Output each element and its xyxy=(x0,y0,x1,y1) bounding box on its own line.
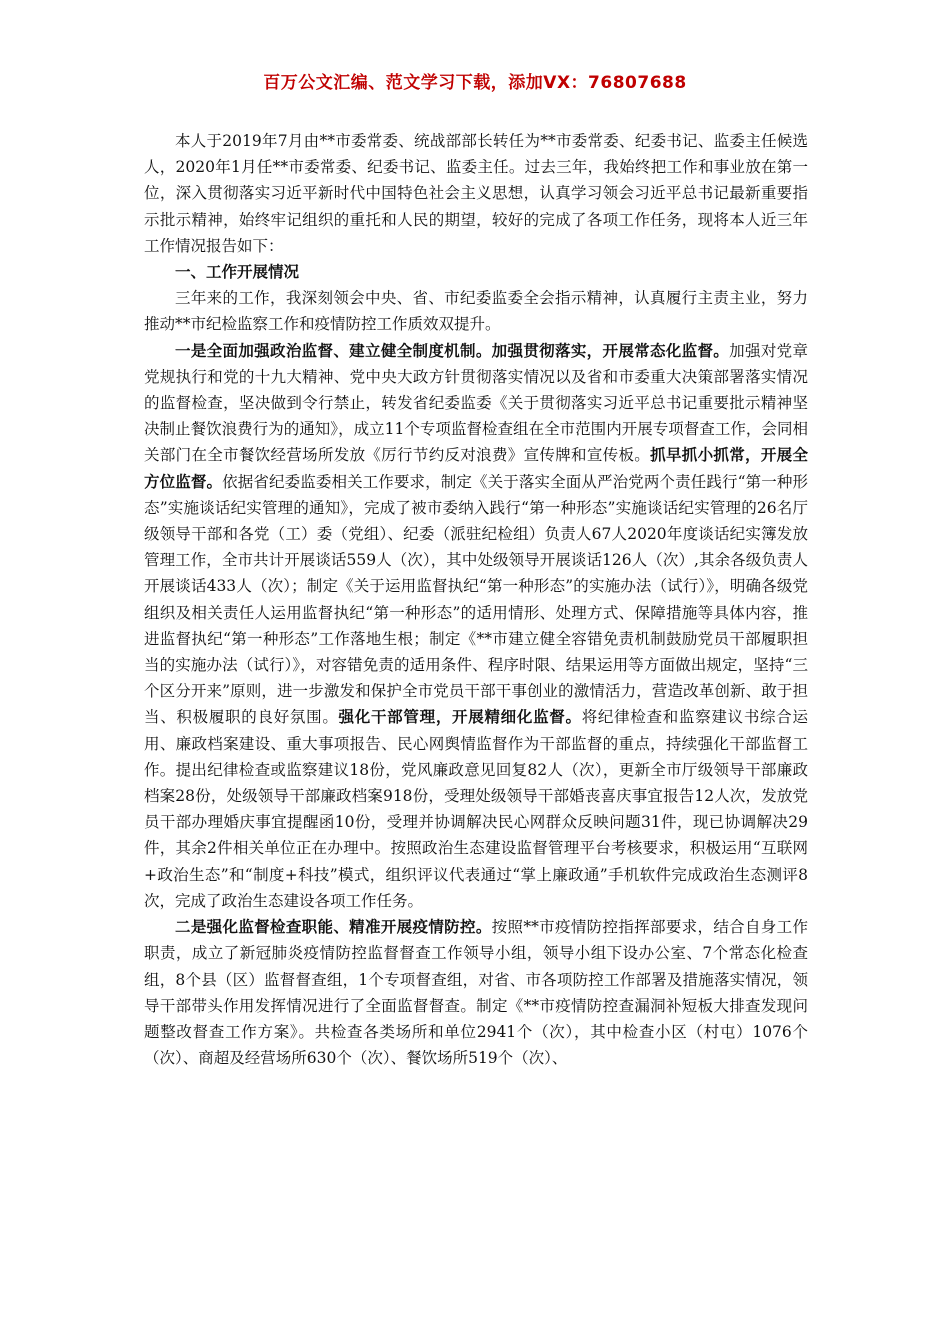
section-lead-paragraph: 三年来的工作，我深刻领会中央、省、市纪委监委全会指示精神，认真履行主责主业，努力推动**市纪检监察工作和疫情防控工作质效双提升。 xyxy=(144,289,808,334)
item1-text-2: 依据省纪委监委相关工作要求，制定《关于落实全面从严治党两个责任践行“第一种形态”实施谈话纪实管理的通知》，完成了被市委纳入践行“第一种形态”实施谈话纪实管理的26名厅级领导干部和各党（工）委（党组）、纪委（派驻纪检组）负责人67人2020年度谈话纪实簿发放管理工作，全市共计开展谈话559人（次），其中处级领导开展谈话126人（次）,其余各级负责人开展谈话433人（次）；制定《关于运用监督执纪“第一种形态”的实施办法（试行）》，明确各级党组织及相关责任人运用监督执纪“第一种形态”的适用情形、处理方式、保障措施等具体内容，推进监督执纪“第一种形态”工作落地生根；制定《**市建立健全容错免责机制鼓励党员干部履职担当的实施办法（试行）》，对容错免责的适用条件、程序时限、结果运用等方面做出规定，坚持“三个区分开来”原则，进一步激发和保护全市党员干部干事创业的激情活力，营造改革创新、敢于担当、积极履职的良好氛围。 xyxy=(144,472,808,727)
item1-title: 一是全面加强政治监督、建立健全制度机制。加强贯彻落实，开展常态化监督。 xyxy=(175,340,730,360)
item1-subheading-2: 抓早抓小抓常，开展全方位监督。 xyxy=(144,445,808,491)
watermark-header: 百万公文汇编、范文学习下载，添加VX：76807688 xyxy=(263,73,687,93)
section-heading-text: 一、工作开展情况 xyxy=(175,262,300,282)
item1-text: 加强对党章党规执行和党的十九大精神、党中央大政方针贯彻落实情况以及省和市委重大决策部署落实情况的监督检查，坚决做到令行禁止，转发省纪委监委《关于贯彻落实习近平总书记重要批示精神坚决制止餐饮浪费行为的通知》，成立11个专项监督检查组在全市范围内开展专项督查工作，会同相关部门在全市餐饮经营场所发放《厉行节约反对浪费》宣传牌和宣传板。 xyxy=(144,341,808,465)
document-body xyxy=(144,128,808,1071)
section-heading xyxy=(144,259,808,285)
item2-text: 按照**市疫情防控指挥部要求，结合自身工作职责，成立了新冠肺炎疫情防控监督督查工作领导小组，领导小组下设办公室、7个常态化检查组，8个县（区）监督督查组，1个专项督查组，对省、市各项防控工作部署及措施落实情况，领导干部带头作用发挥情况进行了全面监督督查。制定《**市疫情防控查漏洞补短板大排查发现问题整改督查工作方案》。共检查各类场所和单位2941个（次），其中检查小区（村屯）1076个（次）、商超及经营场所630个（次）、餐饮场所519个（次）、 xyxy=(144,918,808,1068)
intro-paragraph: 本人于2019年7月由**市委常委、统战部部长转任为**市委常委、纪委书记、监委主任候选人，2020年1月任**市委常委、纪委书记、监委主任。过去三年，我始终把工作和事业放在第一位，深入贯彻落实习近平新时代中国特色社会主义思想，认真学习领会习近平总书记最新重要指示批示精神，始终牢记组织的重托和人民的期望，较好的完成了各项工作任务，现将本人近三年工作情况报告如下： xyxy=(144,132,808,255)
item1-subheading-3: 强化干部管理，开展精细化监督。 xyxy=(338,707,582,727)
item1-paragraph xyxy=(144,338,808,914)
item2-paragraph xyxy=(144,914,808,1071)
item1-text-3: 将纪律检查和监察建议书综合运用、廉政档案建设、重大事项报告、民心网舆情监督作为干部监督的重点，持续强化干部监督工作。提出纪律检查或监察建议18份，党风廉政意见回复82人（次），更新全市厅级领导干部廉政档案28份，处级领导干部廉政档案918份，受理处级领导干部婚丧喜庆事宜报告12人次，发放党员干部办理婚庆事宜提醒函10份，受理并协调解决民心网群众反映问题31件，现已协调解决29件，其余2件相关单位正在办理中。按照政治生态建设监督管理平台考核要求，积极运用“互联网+政治生态”和“制度+科技”模式，组织评议代表通过“掌上廉政通”手机软件完成政治生态测评8次，完成了政治生态建设各项工作任务。 xyxy=(144,708,808,910)
item2-title: 二是强化监督检查职能、精准开展疫情防控。 xyxy=(175,917,492,937)
